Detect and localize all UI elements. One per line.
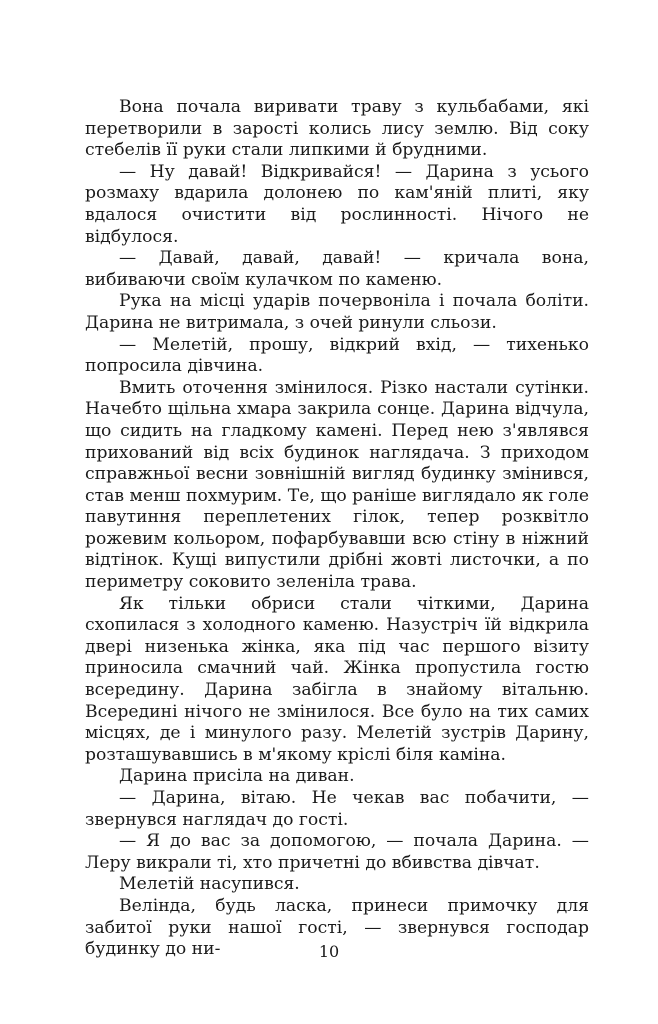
paragraph: Вона почала виривати траву з кульбабами, які перетворили в зарості колись лису землю. Від соку стебелів її руки стали липкими й брудними. bbox=[85, 97, 589, 161]
paragraph: — Давай, давай, давай! — кричала вона, вибиваючи своїм кулачком по каменю. bbox=[85, 248, 589, 290]
paragraph: — Я до вас за допомогою, — почала Дарина. — Леру викрали ті, хто причетні до вбивства дівчат. bbox=[85, 831, 589, 873]
paragraph: Як тільки обриси стали чіткими, Дарина схопилася з холодного каменю. Назустріч їй відкрила двері низенька жінка, яка під час першого візиту приносила смачний чай. Жінка пропустила гостю всередину. Дарина забігла в знайому вітальню. Всередині нічого не змінилося. Все було на тих самих місцях, де і минулого разу. Мелетій зустрів Дарину, розташувавшись в м'якому кріслі біля каміна. bbox=[85, 593, 589, 765]
paragraph: Вмить оточення змінилося. Різко настали сутінки. Начебто щільна хмара закрила сонце. Дарина відчула, що сидить на гладкому камені. Перед нею з'являвся прихований від всіх будинок наглядача. З приходом справжньої весни зовнішній вигляд будинку змінився, став менш похмурим. Те, що раніше виглядало як голе павутиння переплетених гілок, тепер розквітло рожевим кольором, пофарбувавши всю стіну в ніжний відтінок. Кущі випустили дрібні жовті листочки, а по периметру соковито зеленіла трава. bbox=[85, 377, 589, 593]
paragraph: — Ну давай! Відкривайся! — Дарина з усього розмаху вдарила долонею по кам'яній плиті, яку вдалося очистити від рослинності. Нічого не відбулося. bbox=[85, 161, 589, 247]
paragraph: — Дарина, вітаю. Не чекав вас побачити, — звернувся наглядач до гості. bbox=[85, 788, 589, 830]
paragraph: Дарина присіла на диван. bbox=[119, 766, 355, 787]
paragraph: — Мелетій, прошу, відкрий вхід, — тихенько попросила дівчина. bbox=[85, 334, 589, 377]
paragraph: Рука на місці ударів почервоніла і почала боліти. Дарина не витримала, з очей ринули сльози. bbox=[85, 291, 589, 333]
paragraph: Велінда, будь ласка, принеси примочку для забитої руки нашої гості, — звернувся господар будинку до ни- bbox=[85, 895, 589, 960]
page-body bbox=[85, 97, 589, 961]
page-number: 10 bbox=[318, 942, 340, 961]
paragraph: Мелетій насупився. bbox=[119, 874, 300, 895]
